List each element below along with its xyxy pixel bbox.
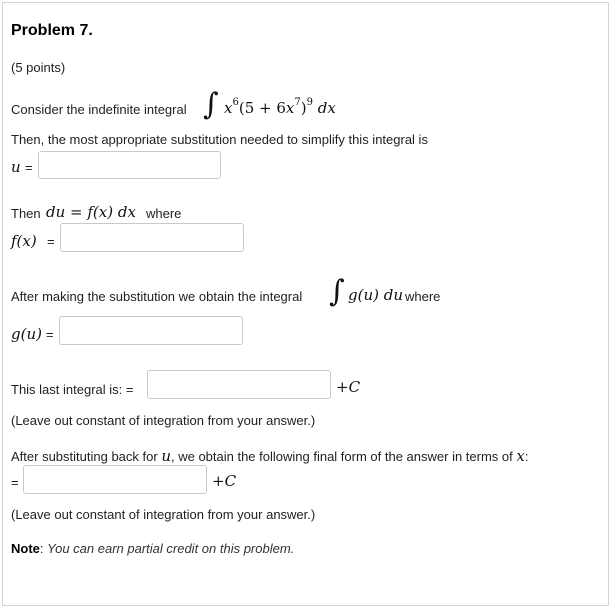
integrand-expression: $x^6(5 + 6x^7)^9$ dx — [224, 97, 336, 117]
f-equals: = — [47, 234, 55, 249]
intro-text: Consider the indefinite integral — [11, 102, 187, 117]
f-input[interactable] — [60, 223, 244, 252]
final-equals: = — [11, 475, 19, 490]
f-label: f(x) — [11, 232, 37, 250]
u-input[interactable] — [38, 151, 221, 179]
then-text: Then — [11, 206, 41, 221]
last-integral-text: This last integral is: = — [11, 382, 134, 397]
footer-note: Note: You can earn partial credit on this problem. — [11, 541, 295, 556]
where-text-2: where — [405, 289, 441, 304]
du-expression: du = f(x) dx — [46, 203, 136, 221]
g-label: g(u) — [11, 325, 42, 343]
where-text: where — [146, 206, 182, 221]
problem-points: (5 points) — [11, 60, 66, 75]
after-sub-text: After making the substitution we obtain the integral — [11, 289, 303, 304]
final-form-note: (Leave out constant of integration from your answer.) — [11, 507, 316, 522]
plus-c: +C — [336, 378, 361, 396]
g-input[interactable] — [59, 316, 243, 345]
last-integral-note: (Leave out constant of integration from your answer.) — [11, 413, 316, 428]
integral-sign-icon: ∫ — [203, 87, 219, 122]
final-form-text: After substituting back for u, we obtain the following final form of the answer in terms of x: — [11, 447, 529, 465]
g-equals: = — [46, 327, 54, 342]
final-answer-input[interactable] — [23, 465, 207, 494]
last-integral-input[interactable] — [147, 370, 331, 399]
g-integral-expression: g(u) du — [348, 286, 403, 304]
u-equals: = — [25, 160, 33, 175]
plus-c-2: +C — [212, 472, 237, 490]
problem-title: Problem 7. — [11, 22, 93, 39]
integral-sign-icon: ∫ — [329, 274, 345, 309]
substitution-text: Then, the most appropriate substitution needed to simplify this integral is — [11, 132, 428, 147]
u-label: u — [11, 158, 21, 176]
